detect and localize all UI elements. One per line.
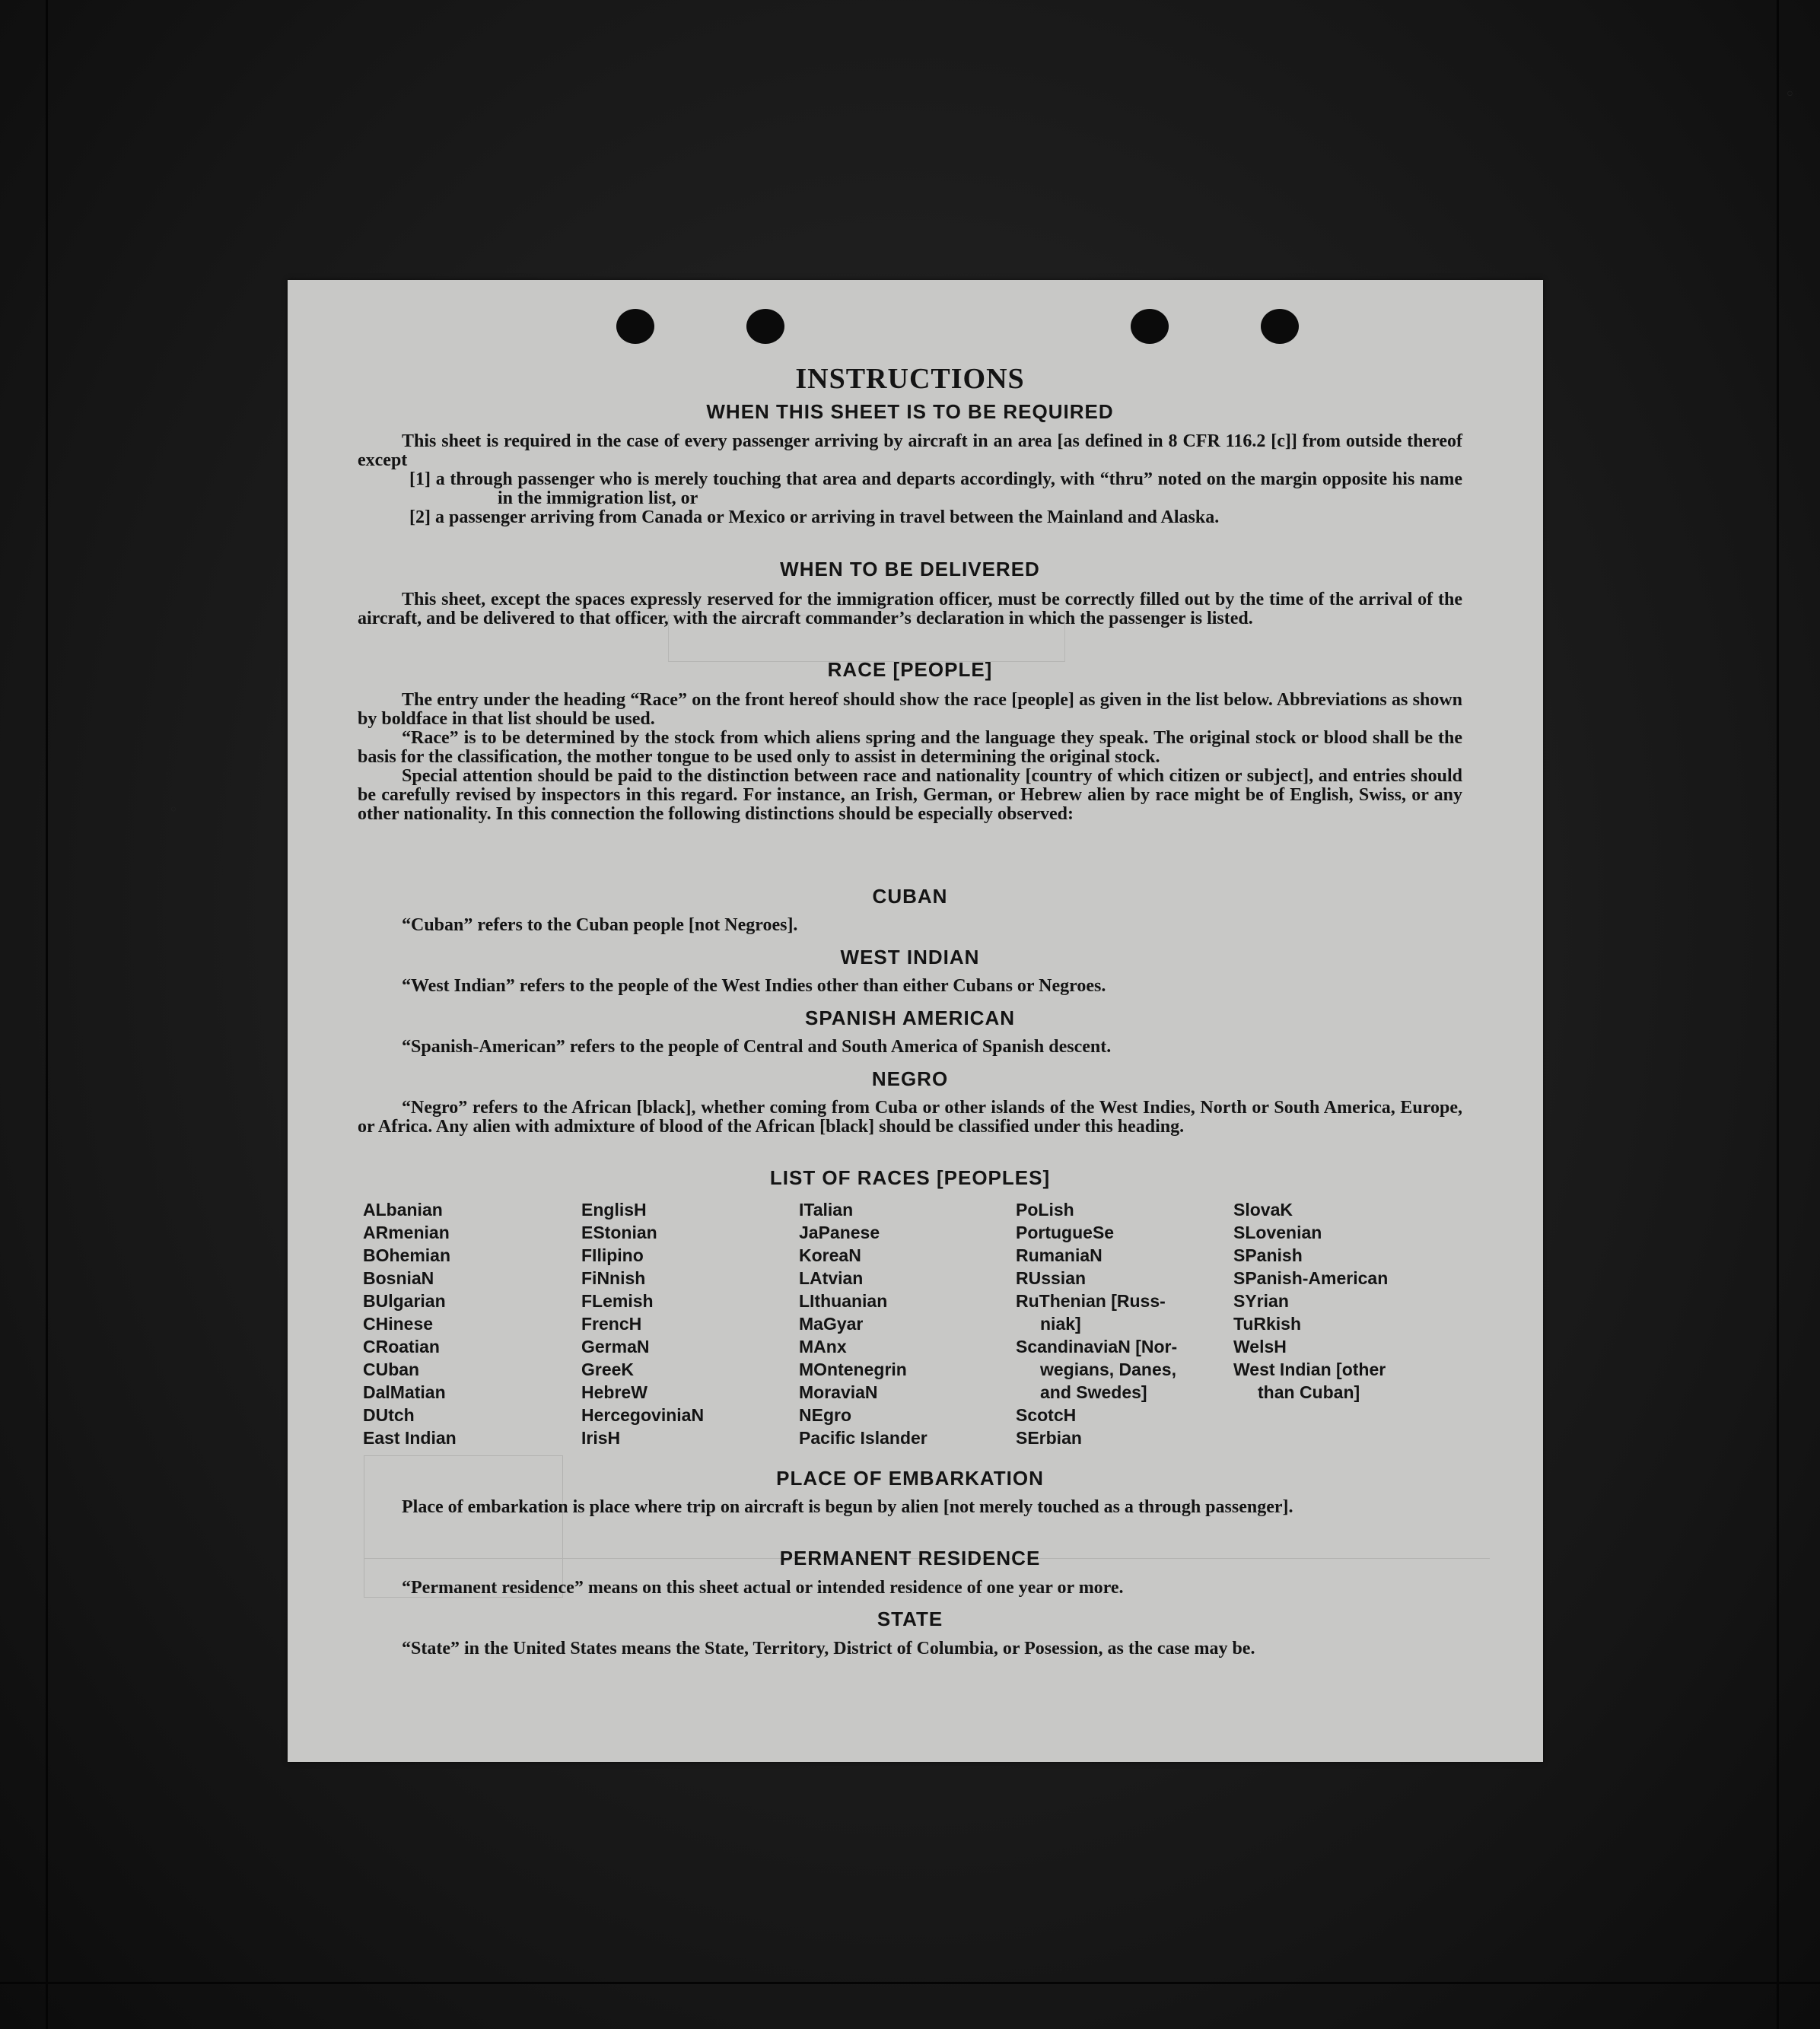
race-entry: MoraviaN [799, 1382, 878, 1402]
race-entry: FIlipino [581, 1245, 644, 1265]
race-entry: FrencH [581, 1314, 642, 1334]
spanish-american-text: “Spanish-American” refers to the people of Central and South America of Spanish descent. [402, 1037, 1112, 1057]
races-column-3 [799, 1198, 928, 1449]
race-entry: KoreaN [799, 1245, 861, 1265]
section-heading-list-of-races: LIST OF RACES [PEOPLES] [769, 1166, 1051, 1189]
race-entry-continuation: wegians, Danes, [1040, 1360, 1176, 1379]
section-heading-race: RACE [PEOPLE] [827, 658, 993, 681]
section-heading-spanish-american: SPANISH AMERICAN [804, 1007, 1015, 1029]
race-entry: RUssian [1016, 1268, 1087, 1288]
race-entry: MAnx [799, 1337, 847, 1356]
speck-mark: ◦ [1785, 85, 1795, 104]
race-entry: FLemish [581, 1291, 654, 1311]
race-entry: ScotcH [1016, 1405, 1077, 1425]
when-required-intro: This sheet is required in the case of every passenger arriving by aircraft in an area [as defined in 8 CFR 116.2 [c]] from outside thereof except [358, 431, 1462, 470]
when-required-body [358, 432, 1462, 527]
race-entry: EnglisH [581, 1200, 647, 1220]
race-entry: SErbian [1016, 1428, 1082, 1448]
race-entry: FiNnish [581, 1268, 646, 1288]
residence-text: “Permanent residence” means on this sheet actual or intended residence of one year or more. [402, 1578, 1124, 1598]
race-entry: DalMatian [363, 1382, 446, 1402]
section-heading-embarkation: PLACE OF EMBARKATION [776, 1467, 1044, 1490]
race-entry: ITalian [799, 1200, 854, 1220]
race-entry: BosniaN [363, 1268, 434, 1288]
race-entry: HercegoviniaN [581, 1405, 705, 1425]
race-entry: BOhemian [363, 1245, 451, 1265]
race-entry: HebreW [581, 1382, 648, 1402]
speck-mark: ◦ [169, 800, 178, 819]
race-entry: MOntenegrin [799, 1360, 907, 1379]
race-entry: RuThenian [Russ- [1016, 1291, 1166, 1311]
race-entry-continuation: niak] [1040, 1314, 1081, 1334]
race-entry: IrisH [581, 1428, 621, 1448]
instruction-sheet [288, 280, 1543, 1762]
section-heading-cuban: CUBAN [872, 885, 948, 908]
race-entry: GermaN [581, 1337, 650, 1356]
race-body [358, 691, 1462, 824]
race-entry: SlovaK [1233, 1200, 1293, 1220]
section-heading-residence: PERMANENT RESIDENCE [779, 1547, 1041, 1569]
embarkation-text: Place of embarkation is place where trip on aircraft is begun by alien [not merely touched as a through passenger]. [402, 1497, 1293, 1517]
race-entry: CHinese [363, 1314, 434, 1334]
race-para-3: Special attention should be paid to the distinction between race and nationality [country of which citizen or subject], and entries should be carefully revised by inspectors in this regard. For instance, an Irish, German, or Hebrew alien by race might be of English, Swiss, or any other nationality. In this connection the following distinctions should be especially observed: [358, 766, 1462, 824]
film-edge-left [46, 0, 48, 2029]
races-column-2 [581, 1198, 704, 1449]
race-entry: LAtvian [799, 1268, 864, 1288]
west-indian-text: “West Indian” refers to the people of the West Indies other than either Cubans or Negroes. [402, 976, 1106, 996]
race-entry: SPanish [1233, 1245, 1303, 1265]
race-entry-continuation: than Cuban] [1258, 1382, 1360, 1402]
section-heading-when-required: WHEN THIS SHEET IS TO BE REQUIRED [706, 400, 1114, 423]
race-entry: NEgro [799, 1405, 851, 1425]
race-entry: ALbanian [363, 1200, 443, 1220]
when-delivered-text: This sheet, except the spaces expressly reserved for the immigration officer, must be correctly filled out by the time of the arrival of the aircraft, and be delivered to that officer, with the aircraft commander’s declaration in which the passenger is listed. [358, 590, 1462, 628]
punch-hole [1131, 309, 1169, 344]
section-heading-when-delivered: WHEN TO BE DELIVERED [780, 558, 1040, 580]
section-heading-negro: NEGRO [871, 1067, 949, 1090]
race-entry: SPanish-American [1233, 1268, 1389, 1288]
race-entry: CUban [363, 1360, 420, 1379]
race-entry: East Indian [363, 1428, 457, 1448]
race-para-2: “Race” is to be determined by the stock from which aliens spring and the language they speak. The original stock or blood shall be the basis for the classification, the mother tongue to be used only to assist in determining the original stock. [358, 728, 1462, 767]
races-column-5 [1233, 1198, 1388, 1404]
race-entry: RumaniaN [1016, 1245, 1102, 1265]
when-required-item-2: [2] a passenger arriving from Canada or Mexico or arriving in travel between the Mainland and Alaska. [409, 507, 1220, 527]
punch-hole [616, 309, 654, 344]
negro-text: “Negro” refers to the African [black], whether coming from Cuba or other islands of the West Indies, North or South America, Europe, or Africa. Any alien with admixture of blood of the African [black] should be classified under this heading. [358, 1098, 1462, 1137]
races-list [363, 1198, 1474, 1449]
race-entry: JaPanese [799, 1223, 880, 1242]
race-entry: GreeK [581, 1360, 635, 1379]
race-entry: SLovenian [1233, 1223, 1322, 1242]
punch-hole [1261, 309, 1299, 344]
punch-hole [746, 309, 784, 344]
race-entry: West Indian [other [1233, 1360, 1386, 1379]
races-column-1 [363, 1198, 457, 1449]
cuban-text: “Cuban” refers to the Cuban people [not Negroes]. [402, 915, 798, 935]
race-entry: EStonian [581, 1223, 657, 1242]
state-text: “State” in the United States means the State, Territory, District of Columbia, or Posession, as the case may be. [402, 1639, 1255, 1659]
race-entry: SYrian [1233, 1291, 1289, 1311]
race-entry: Pacific Islander [799, 1428, 928, 1448]
races-column-4 [1016, 1198, 1177, 1449]
race-entry: CRoatian [363, 1337, 440, 1356]
section-heading-west-indian: WEST INDIAN [840, 946, 980, 968]
race-entry: ARmenian [363, 1223, 450, 1242]
film-edge-bottom [0, 1982, 1820, 1984]
race-para-1: The entry under the heading “Race” on the front hereof should show the race [people] as given in the list below. Abbreviations as shown by boldface in that list should be used. [358, 690, 1462, 729]
race-entry: DUtch [363, 1405, 415, 1425]
race-entry: LIthuanian [799, 1291, 888, 1311]
film-edge-right [1777, 0, 1779, 2029]
race-entry: PortugueSe [1016, 1223, 1115, 1242]
race-entry-continuation: and Swedes] [1040, 1382, 1147, 1402]
when-required-item-1: [1] a through passenger who is merely touching that area and departs accordingly, with “thru” noted on the margin opposite his name in the immigration list, or [409, 469, 1462, 508]
race-entry: TuRkish [1233, 1314, 1302, 1334]
section-heading-state: STATE [877, 1608, 943, 1630]
race-entry: MaGyar [799, 1314, 864, 1334]
race-entry: WelsH [1233, 1337, 1287, 1356]
race-entry: BUlgarian [363, 1291, 446, 1311]
race-entry: PoLish [1016, 1200, 1074, 1220]
race-entry: ScandinaviaN [Nor- [1016, 1337, 1178, 1356]
page-title: INSTRUCTIONS [795, 363, 1025, 395]
